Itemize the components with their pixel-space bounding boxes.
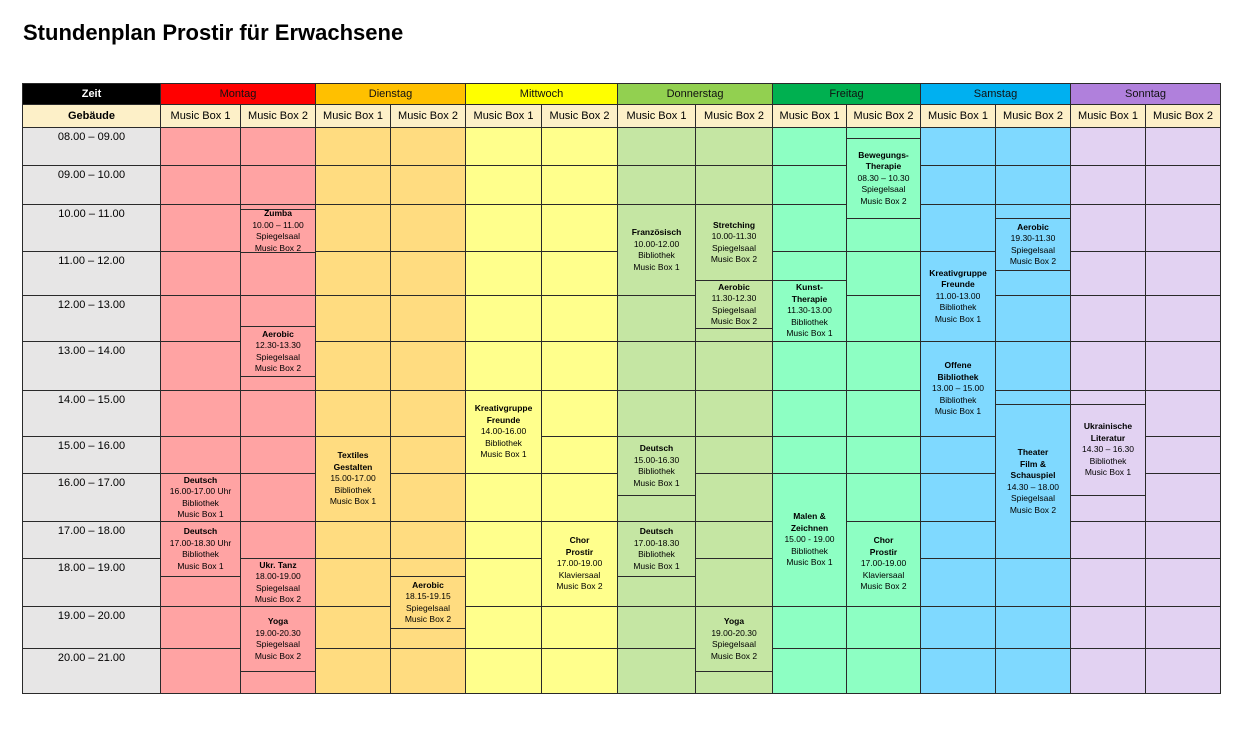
event-time: 11.00-13.00 (935, 290, 981, 301)
event-card[interactable] (695, 606, 773, 672)
schedule-slot (1145, 436, 1221, 474)
schedule-slot (541, 341, 618, 391)
schedule-slot (465, 606, 542, 649)
event-card[interactable] (541, 521, 618, 607)
event-card[interactable] (995, 218, 1071, 271)
event-location: Bibliothek (334, 484, 372, 495)
schedule-slot (772, 204, 847, 252)
schedule-slot (240, 436, 316, 474)
event-name: Chor Prostir (869, 535, 898, 557)
event-location: Bibliothek (638, 549, 675, 559)
event-room: Music Box 2 (710, 650, 758, 661)
day-header-samstag: Samstag (920, 83, 1071, 105)
schedule-slot (617, 341, 696, 391)
event-card[interactable] (465, 390, 542, 474)
event-room: Music Box 2 (404, 614, 452, 624)
time-label: 12.00 – 13.00 (22, 295, 161, 342)
event-name: Yoga (267, 616, 289, 626)
schedule-slot (390, 390, 466, 437)
schedule-slot (1145, 521, 1221, 559)
schedule-slot (390, 436, 466, 474)
event-time: 19.30-11.30 (1010, 233, 1056, 243)
schedule-slot (240, 521, 316, 559)
event-time: 10.00 – 11.00 (252, 219, 304, 230)
schedule-slot (160, 127, 241, 166)
event-location: Spiegelsaal (256, 582, 300, 593)
page-title: Stundenplan Prostir für Erwachsene (23, 20, 404, 45)
schedule-slot (315, 295, 391, 342)
event-card[interactable] (617, 436, 696, 496)
schedule-slot (1145, 648, 1221, 694)
room-header: Music Box 1 (617, 104, 696, 128)
event-name: Kreativgruppe Freunde (929, 267, 987, 290)
room-header: Music Box 1 (1070, 104, 1146, 128)
schedule-slot (995, 606, 1071, 649)
schedule-slot (465, 165, 542, 205)
event-name: Ukr. Tanz (259, 559, 297, 570)
schedule-slot (541, 473, 618, 522)
schedule-slot (240, 127, 316, 166)
event-room: Music Box 2 (254, 363, 302, 373)
event-location: Spiegelsaal (1011, 244, 1055, 255)
schedule-slot (160, 341, 241, 391)
room-header: Music Box 1 (772, 104, 847, 128)
event-name: Ukrainische Literatur (1083, 421, 1133, 443)
event-card[interactable] (920, 341, 996, 437)
event-card[interactable] (846, 138, 921, 219)
schedule-slot (1145, 295, 1221, 342)
event-location: Klaviersaal (862, 569, 905, 580)
event-room: Music Box 1 (633, 261, 680, 272)
event-name: Aerobic (262, 328, 294, 339)
schedule-slot (1145, 204, 1221, 252)
schedule-slot (772, 127, 847, 166)
schedule-slot (315, 165, 391, 205)
event-room: Music Box 1 (177, 509, 224, 519)
schedule-slot (390, 165, 466, 205)
room-header: Music Box 2 (1145, 104, 1221, 128)
schedule-slot (772, 648, 847, 694)
event-room: Music Box 1 (633, 477, 680, 488)
event-room: Music Box 2 (254, 650, 302, 661)
event-name: Stretching (712, 219, 756, 230)
event-room: Music Box 1 (480, 449, 527, 460)
event-location: Bibliothek (939, 302, 977, 313)
schedule-slot (541, 251, 618, 296)
room-header: Music Box 1 (315, 104, 391, 128)
event-name: Kreativgruppe Freunde (474, 403, 533, 425)
schedule-slot (465, 341, 542, 391)
event-location: Spiegelsaal (256, 639, 300, 649)
schedule-slot (695, 436, 773, 474)
day-header-freitag: Freitag (772, 83, 921, 105)
schedule-slot (617, 295, 696, 342)
event-room: Music Box 1 (633, 560, 680, 571)
event-room: Music Box 2 (254, 594, 302, 604)
schedule-slot (1070, 606, 1146, 649)
event-location: Spiegelsaal (1011, 493, 1055, 503)
schedule-slot (846, 390, 921, 437)
event-location: Spiegelsaal (256, 231, 300, 241)
schedule-slot (240, 390, 316, 437)
schedule-slot (160, 606, 241, 649)
schedule-slot (1070, 341, 1146, 391)
time-label: 10.00 – 11.00 (22, 204, 161, 252)
schedule-slot (695, 165, 773, 205)
schedule-slot (995, 648, 1071, 694)
schedule-slot (1070, 295, 1146, 342)
schedule-slot (846, 648, 921, 694)
schedule-slot (995, 341, 1071, 391)
schedule-slot (541, 204, 618, 252)
event-time: 17.00-19.00 (556, 558, 603, 569)
time-label: 08.00 – 09.00 (22, 127, 161, 166)
event-room: Music Box 1 (329, 496, 377, 507)
time-label: 11.00 – 12.00 (22, 251, 161, 296)
time-label: 16.00 – 17.00 (22, 473, 161, 522)
schedule-slot (772, 436, 847, 474)
room-header: Music Box 2 (541, 104, 618, 128)
event-name: Chor Prostir (565, 535, 594, 557)
schedule-slot (160, 390, 241, 437)
schedule-slot (541, 648, 618, 694)
event-name: Theater Film & Schauspiel (1010, 447, 1056, 480)
schedule-slot (315, 127, 391, 166)
schedule-slot (772, 606, 847, 649)
event-name: Deutsch (183, 526, 218, 536)
time-label: 20.00 – 21.00 (22, 648, 161, 694)
event-card[interactable] (1070, 404, 1146, 496)
schedule-slot (995, 127, 1071, 166)
event-card[interactable] (617, 521, 696, 577)
schedule-slot (846, 341, 921, 391)
schedule-slot (465, 251, 542, 296)
event-time: 14.30 – 16.30 (1082, 444, 1134, 455)
event-time: 14.30 – 18.00 (1007, 481, 1059, 492)
schedule-slot (772, 390, 847, 437)
time-label: 17.00 – 18.00 (22, 521, 161, 559)
schedule-slot (617, 165, 696, 205)
event-location: Bibliothek (791, 545, 828, 556)
schedule-slot (846, 295, 921, 342)
schedule-slot (1070, 204, 1146, 252)
event-card[interactable] (240, 326, 316, 377)
event-room: Music Box 2 (860, 195, 907, 206)
schedule-slot (920, 436, 996, 474)
schedule-slot (160, 648, 241, 694)
schedule-slot (995, 165, 1071, 205)
event-card[interactable] (695, 280, 773, 329)
room-header: Music Box 2 (390, 104, 466, 128)
schedule-slot (920, 473, 996, 522)
event-card[interactable] (240, 558, 316, 607)
event-time: 17.00-18.30 (633, 537, 680, 548)
schedule-slot (1070, 165, 1146, 205)
event-name: Zumba (264, 208, 292, 218)
schedule-slot (920, 558, 996, 607)
event-room: Music Box 2 (710, 254, 758, 264)
event-room: Music Box 2 (556, 581, 603, 592)
schedule-slot (465, 558, 542, 607)
event-card[interactable] (617, 204, 696, 296)
event-card[interactable] (846, 521, 921, 607)
schedule-slot (465, 127, 542, 166)
schedule-slot (160, 165, 241, 205)
event-location: Spiegelsaal (712, 242, 756, 253)
schedule-slot (541, 436, 618, 474)
schedule-slot (695, 521, 773, 559)
event-time: 18.00-19.00 (255, 571, 301, 581)
schedule-slot (390, 127, 466, 166)
event-name: Bewegungs- Therapie (858, 149, 909, 172)
schedule-slot (995, 295, 1071, 342)
schedule-slot (846, 436, 921, 474)
schedule-slot (541, 606, 618, 649)
schedule-slot (390, 251, 466, 296)
schedule-slot (1145, 127, 1221, 166)
event-location: Bibliothek (939, 394, 977, 405)
schedule-slot (695, 558, 773, 607)
schedule-slot (1070, 648, 1146, 694)
event-room: Music Box 1 (786, 557, 833, 568)
event-card[interactable] (315, 436, 391, 522)
event-card[interactable] (772, 280, 847, 342)
event-time: 08.30 – 10.30 (857, 172, 910, 183)
schedule-slot (465, 648, 542, 694)
room-header: Music Box 2 (846, 104, 921, 128)
event-room: Music Box 2 (710, 316, 758, 326)
room-header: Music Box 1 (160, 104, 241, 128)
event-time: 11.30-13.00 (787, 305, 832, 316)
schedule-slot (1070, 127, 1146, 166)
event-time: 15.00 - 19.00 (784, 534, 835, 545)
schedule-slot (920, 648, 996, 694)
schedule-slot (465, 204, 542, 252)
room-header: Music Box 2 (240, 104, 316, 128)
day-header-sonntag: Sonntag (1070, 83, 1221, 105)
schedule-slot (315, 648, 391, 694)
schedule-slot (695, 390, 773, 437)
schedule-slot (160, 204, 241, 252)
schedule-slot (390, 648, 466, 694)
schedule-slot (846, 473, 921, 522)
schedule-slot (160, 295, 241, 342)
event-room: Music Box 1 (934, 406, 982, 417)
schedule-slot (1145, 558, 1221, 607)
event-room: Music Box 2 (254, 242, 302, 253)
schedule-slot (315, 606, 391, 649)
day-header-donnerstag: Donnerstag (617, 83, 773, 105)
event-room: Music Box 1 (786, 328, 833, 339)
gebaeude-header: Gebäude (22, 104, 161, 128)
schedule-slot (772, 165, 847, 205)
event-name: Aerobic (412, 579, 444, 590)
event-name: Deutsch (639, 443, 674, 453)
schedule-slot (1070, 251, 1146, 296)
schedule-slot (920, 204, 996, 252)
room-header: Music Box 2 (995, 104, 1071, 128)
event-time: 16.00-17.00 Uhr (169, 486, 232, 496)
event-name: Deutsch (639, 526, 674, 536)
event-time: 12.30-13.30 (255, 340, 301, 350)
event-time: 17.00-18.30 Uhr (169, 537, 232, 548)
schedule-slot (240, 251, 316, 296)
schedule-slot (315, 521, 391, 559)
event-time: 10.00-12.00 (633, 238, 680, 249)
event-location: Bibliothek (638, 250, 675, 260)
time-label: 09.00 – 10.00 (22, 165, 161, 205)
schedule-slot (1145, 341, 1221, 391)
schedule-slot (390, 295, 466, 342)
event-name: Französisch (631, 227, 682, 237)
event-time: 14.00-16.00 (480, 426, 527, 437)
schedule-slot (240, 165, 316, 205)
schedule-slot (465, 521, 542, 559)
event-location: Spiegelsaal (712, 304, 756, 315)
event-time: 15.00-16.30 (633, 454, 680, 465)
event-location: Klaviersaal (558, 569, 601, 580)
schedule-slot (920, 165, 996, 205)
event-location: Bibliothek (485, 437, 522, 448)
event-card[interactable] (240, 209, 316, 253)
day-header-montag: Montag (160, 83, 316, 105)
schedule-slot (160, 436, 241, 474)
schedule-slot (920, 606, 996, 649)
schedule-slot (920, 521, 996, 559)
event-time: 18.15-19.15 (405, 591, 451, 601)
event-time: 17.00-19.00 (860, 558, 907, 569)
event-name: Offene Bibliothek (937, 360, 979, 382)
time-label: 14.00 – 15.00 (22, 390, 161, 437)
event-location: Spiegelsaal (256, 351, 300, 362)
event-location: Bibliothek (1089, 455, 1127, 466)
event-card[interactable] (390, 576, 466, 629)
schedule-slot (920, 127, 996, 166)
schedule-slot (1145, 251, 1221, 296)
schedule-slot (390, 473, 466, 522)
room-header: Music Box 2 (695, 104, 773, 128)
day-header-mittwoch: Mittwoch (465, 83, 618, 105)
schedule-slot (315, 251, 391, 296)
time-label: 19.00 – 20.00 (22, 606, 161, 649)
event-card[interactable] (772, 473, 847, 607)
schedule-slot (846, 251, 921, 296)
event-location: Spiegelsaal (861, 184, 906, 195)
schedule-slot (1070, 521, 1146, 559)
time-label: 18.00 – 19.00 (22, 558, 161, 607)
event-name: Kunst- Therapie (791, 282, 828, 304)
schedule-slot (1145, 390, 1221, 437)
schedule-slot (315, 558, 391, 607)
event-time: 15.00-17.00 (330, 473, 376, 484)
schedule-slot (617, 390, 696, 437)
schedule-slot (617, 648, 696, 694)
schedule-slot (315, 390, 391, 437)
schedule-slot (390, 521, 466, 559)
time-label: 15.00 – 16.00 (22, 436, 161, 474)
event-card[interactable] (920, 251, 996, 342)
event-card[interactable] (695, 204, 773, 281)
schedule-slot (617, 127, 696, 166)
schedule-slot (1070, 558, 1146, 607)
event-time: 19.00-20.30 (255, 627, 301, 638)
schedule-slot (1145, 473, 1221, 522)
room-header: Music Box 1 (920, 104, 996, 128)
event-card[interactable] (160, 473, 241, 522)
event-location: Bibliothek (638, 466, 675, 476)
event-name: Deutsch (183, 474, 218, 485)
event-time: 10.00-11.30 (711, 231, 757, 241)
event-room: Music Box 1 (177, 560, 224, 571)
event-location: Bibliothek (182, 497, 219, 508)
event-name: Malen & Zeichnen (790, 511, 829, 533)
schedule-slot (315, 341, 391, 391)
schedule-slot (160, 251, 241, 296)
event-location: Bibliothek (791, 316, 828, 327)
schedule-slot (465, 473, 542, 522)
schedule-slot (695, 127, 773, 166)
event-location: Bibliothek (182, 549, 219, 559)
event-card[interactable] (995, 404, 1071, 559)
schedule-slot (995, 558, 1071, 607)
schedule-slot (240, 473, 316, 522)
event-room: Music Box 1 (934, 313, 982, 324)
event-name: Yoga (723, 616, 745, 626)
event-name: Aerobic (1017, 221, 1049, 232)
schedule-slot (390, 204, 466, 252)
event-time: 13.00 – 15.00 (932, 383, 984, 394)
schedule-slot (541, 295, 618, 342)
event-name: Textiles Gestalten (333, 450, 373, 472)
schedule-slot (1145, 606, 1221, 649)
room-header: Music Box 1 (465, 104, 542, 128)
schedule-slot (695, 473, 773, 522)
schedule-slot (315, 204, 391, 252)
event-location: Spiegelsaal (712, 639, 756, 649)
schedule-slot (390, 341, 466, 391)
event-room: Music Box 2 (1009, 256, 1057, 266)
schedule-slot (846, 606, 921, 649)
schedule-slot (617, 606, 696, 649)
time-label: 13.00 – 14.00 (22, 341, 161, 391)
zeit-header: Zeit (22, 83, 161, 105)
schedule-slot (541, 165, 618, 205)
event-card[interactable] (240, 606, 316, 672)
event-card[interactable] (160, 521, 241, 577)
schedule-slot (695, 341, 773, 391)
event-time: 11.30-12.30 (711, 293, 757, 303)
event-room: Music Box 2 (1009, 504, 1057, 515)
event-room: Music Box 1 (1084, 467, 1132, 478)
event-location: Spiegelsaal (406, 602, 450, 613)
schedule-slot (465, 295, 542, 342)
day-header-dienstag: Dienstag (315, 83, 466, 105)
schedule-slot (541, 390, 618, 437)
event-name: Aerobic (718, 281, 750, 292)
schedule-slot (772, 341, 847, 391)
event-room: Music Box 2 (860, 581, 907, 592)
event-time: 19.00-20.30 (711, 627, 757, 638)
schedule-slot (1145, 165, 1221, 205)
schedule-slot (541, 127, 618, 166)
